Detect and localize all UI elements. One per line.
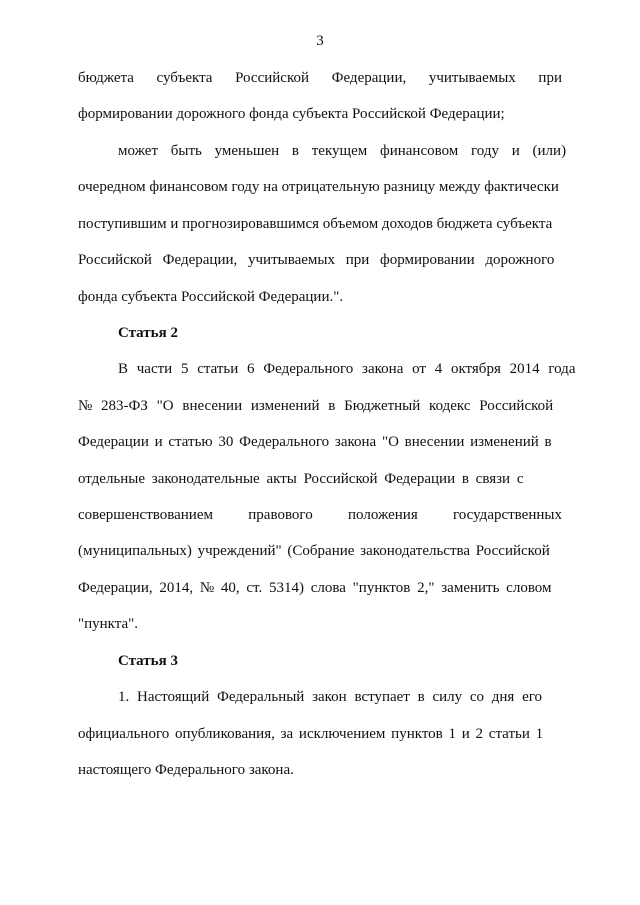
word: субъекта: [156, 70, 213, 86]
paragraph-2-line-2: очередном финансовом году на отрицательную разницу между фактически: [78, 179, 559, 195]
article-2-line-2: № 283-ФЗ "О внесении изменений в Бюджетный кодекс Российской: [78, 398, 554, 414]
word: бюджета: [78, 70, 134, 86]
article-2-line-4: отдельные законодательные акты Российской Федерации в связи с: [78, 471, 524, 487]
word: Российской: [235, 70, 310, 86]
paragraph-2-line-5: фонда субъекта Российской Федерации.".: [78, 289, 344, 305]
word: государственных: [453, 507, 562, 523]
article-2-line-1: В части 5 статьи 6 Федерального закона от 4 октября 2014 года: [118, 361, 576, 377]
paragraph-1-line-2: формировании дорожного фонда субъекта Российской Федерации;: [78, 106, 505, 122]
article-3-line-2: официального опубликования, за исключением пунктов 1 и 2 статьи 1: [78, 726, 544, 742]
word: совершенствованием: [78, 507, 213, 523]
paragraph-1-line-1: [78, 68, 562, 88]
article-2-line-8: "пункта".: [78, 616, 139, 632]
article-2-line-7: Федерации, 2014, № 40, ст. 5314) слова "пунктов 2," заменить словом: [78, 580, 552, 596]
word: правового: [248, 507, 313, 523]
word: учитываемых: [428, 70, 516, 86]
article-2-heading: Статья 2: [118, 325, 178, 341]
paragraph-2-line-1: может быть уменьшен в текущем финансовом году и (или): [118, 143, 567, 159]
page-number: 3: [316, 33, 324, 49]
word: при: [538, 70, 562, 86]
paragraph-2-line-4: Российской Федерации, учитываемых при формировании дорожного: [78, 252, 555, 268]
article-2-line-3: Федерации и статью 30 Федерального закона "О внесении изменений в: [78, 434, 552, 450]
word: положения: [348, 507, 418, 523]
article-2-line-6: (муниципальных) учреждений" (Собрание законодательства Российской: [78, 543, 550, 559]
paragraph-2-line-3: поступившим и прогнозировавшимся объемом доходов бюджета субъекта: [78, 216, 553, 232]
article-3-line-1: 1. Настоящий Федеральный закон вступает в силу со дня его: [118, 689, 543, 705]
article-2-line-5: [78, 505, 562, 525]
word: Федерации,: [331, 70, 407, 86]
article-3-line-3: настоящего Федерального закона.: [78, 762, 294, 778]
article-3-heading: Статья 3: [118, 653, 178, 669]
